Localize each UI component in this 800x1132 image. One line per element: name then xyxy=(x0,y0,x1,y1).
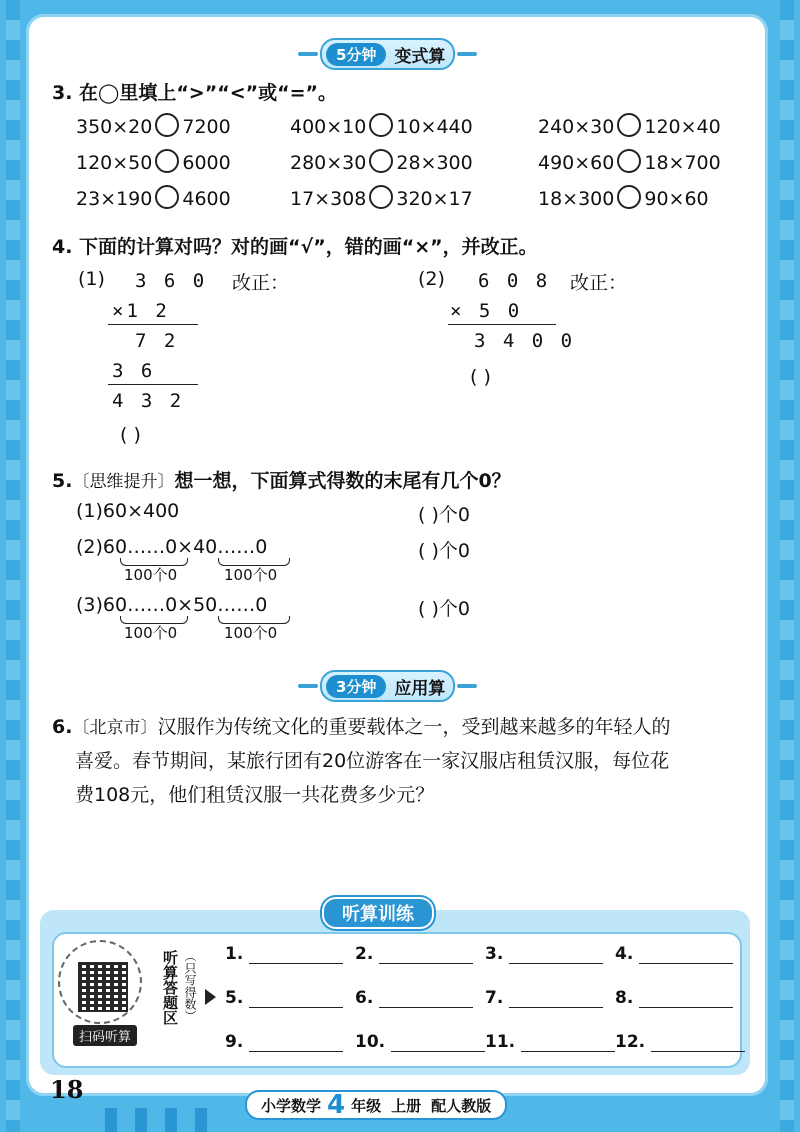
answer-circle[interactable] xyxy=(155,113,179,137)
q3-comparison xyxy=(76,185,231,210)
answer-slot-number: 3. xyxy=(485,944,504,964)
q6-tag: 〔北京市〕 xyxy=(72,718,158,738)
answer-slot-number: 1. xyxy=(225,944,244,964)
q3-comparison xyxy=(76,149,231,174)
q4-part1-partial1: 7 2 xyxy=(135,330,179,352)
q4-part1-multiplier: ×1 2 xyxy=(112,300,170,322)
footer-volume: 上册 xyxy=(391,1096,422,1115)
q3-right-expr: 28×300 xyxy=(396,152,473,174)
q3-comparison xyxy=(290,185,473,210)
q4-part2-line xyxy=(448,324,556,325)
arrow-right-icon xyxy=(205,989,216,1005)
answer-slot-number: 8. xyxy=(615,988,634,1008)
answer-slot xyxy=(355,1032,485,1052)
answer-slot xyxy=(615,1032,745,1052)
answer-blank[interactable] xyxy=(639,947,733,964)
answer-slot-number: 2. xyxy=(355,944,374,964)
q4-part1-product: 4 3 2 xyxy=(112,390,185,412)
q3-left-expr: 17×308 xyxy=(290,188,367,210)
q5-item2-sub1: 100个0 xyxy=(124,566,178,584)
q3-comparison xyxy=(538,149,721,174)
q3-right-expr: 10×440 xyxy=(396,116,473,138)
time-badge: 3分钟 xyxy=(326,675,386,698)
answer-blank[interactable] xyxy=(249,947,343,964)
q5-number: 5. xyxy=(52,470,73,492)
q3-left-expr: 240×30 xyxy=(538,116,615,138)
q3-right-expr: 6000 xyxy=(182,152,231,174)
q3-left-expr: 23×190 xyxy=(76,188,153,210)
q3-comparison xyxy=(290,149,473,174)
answer-slot xyxy=(355,988,473,1008)
q5-item2-expr: (2)60……0×40……0 xyxy=(76,536,268,558)
q3-comparison xyxy=(76,113,231,138)
footer-subject: 小学数学 xyxy=(261,1096,322,1115)
answer-slot-number: 4. xyxy=(615,944,634,964)
right-border-decoration xyxy=(780,0,794,1132)
q3-title: 3. 在◯里填上“>”“<”或“=”。 xyxy=(52,82,338,104)
answer-slot xyxy=(485,988,603,1008)
answer-blank[interactable] xyxy=(249,991,343,1008)
q5-title xyxy=(52,466,511,493)
answer-slot-number: 11. xyxy=(485,1032,516,1052)
answer-area-label: 听算答题区 xyxy=(161,950,179,1025)
q5-item1-answer: ( )个0 xyxy=(418,504,470,526)
q3-right-expr: 120×40 xyxy=(644,116,721,138)
q4-part2-product: 3 4 0 0 xyxy=(474,330,576,352)
q6-line2: 喜爱。春节期间，某旅行团有20位游客在一家汉服店租赁汉服，每位花 xyxy=(75,750,670,772)
answer-blank[interactable] xyxy=(509,947,603,964)
q3-left-expr: 120×50 xyxy=(76,152,153,174)
footer-grade: 4 xyxy=(327,1090,346,1120)
q3-left-expr: 18×300 xyxy=(538,188,615,210)
q4-part1-line2 xyxy=(108,384,198,385)
answer-slot-number: 9. xyxy=(225,1032,244,1052)
answer-blank[interactable] xyxy=(521,1035,615,1052)
q3-right-expr: 18×700 xyxy=(644,152,721,174)
q4-part2-fix-label: 改正： xyxy=(570,272,628,294)
q4-part1-line1 xyxy=(108,324,198,325)
q6-line1 xyxy=(52,712,670,739)
answer-slot-number: 5. xyxy=(225,988,244,1008)
q6-number: 6. xyxy=(52,716,73,738)
q5-item1-expr: (1)60×400 xyxy=(76,500,180,522)
answer-circle[interactable] xyxy=(155,149,179,173)
answer-circle[interactable] xyxy=(617,113,641,137)
answer-circle[interactable] xyxy=(369,149,393,173)
q4-part2-multiplicand: 6 0 8 xyxy=(478,270,551,292)
q4-part1-answer-paren: ( ) xyxy=(120,424,141,446)
q5-item3-sub2: 100个0 xyxy=(224,624,278,642)
q3-left-expr: 400×10 xyxy=(290,116,367,138)
footer-book-info xyxy=(245,1090,507,1120)
q3-comparison xyxy=(290,113,473,138)
answer-slot xyxy=(225,1032,343,1052)
answer-circle[interactable] xyxy=(617,185,641,209)
q3-right-expr: 4600 xyxy=(182,188,231,210)
q4-part2-multiplier: × 5 0 xyxy=(450,300,523,322)
answer-blank[interactable] xyxy=(379,991,473,1008)
answer-blank[interactable] xyxy=(639,991,733,1008)
q6-text-line1: 汉服作为传统文化的重要载体之一，受到越来越多的年轻人的 xyxy=(157,716,671,738)
q6-line3: 费108元，他们租赁汉服一共花费多少元？ xyxy=(75,784,435,806)
q3-left-expr: 280×30 xyxy=(290,152,367,174)
answer-slot-number: 12. xyxy=(615,1032,646,1052)
q3-left-expr: 350×20 xyxy=(76,116,153,138)
section-title: 应用算 xyxy=(394,678,446,699)
q5-item2-answer: ( )个0 xyxy=(418,540,470,562)
section-title: 变式算 xyxy=(394,46,446,67)
q4-part2-number: (2) xyxy=(418,268,445,290)
answer-slot xyxy=(355,944,473,964)
footer-grade-suffix: 年级 xyxy=(351,1096,382,1115)
q4-part1-fix-label: 改正： xyxy=(232,272,290,294)
q4-part1-number: (1) xyxy=(78,268,105,290)
qr-code-icon[interactable] xyxy=(78,962,128,1012)
section-header-variant xyxy=(320,38,455,70)
scan-label[interactable]: 扫码听算 xyxy=(73,1025,137,1046)
q3-right-expr: 7200 xyxy=(182,116,231,138)
answer-slot xyxy=(485,1032,615,1052)
q3-comparison xyxy=(538,113,721,138)
q4-title: 4. 下面的计算对吗？对的画“√”，错的画“×”，并改正。 xyxy=(52,236,538,258)
q5-item3-expr: (3)60……0×50……0 xyxy=(76,594,268,616)
answer-slot xyxy=(225,988,343,1008)
section-header-application xyxy=(320,670,455,702)
answer-slot-number: 6. xyxy=(355,988,374,1008)
left-border-decoration xyxy=(6,0,20,1132)
page-tabs-decoration xyxy=(105,1108,207,1132)
answer-slot-number: 7. xyxy=(485,988,504,1008)
q3-comparison xyxy=(538,185,709,210)
q5-item3-answer: ( )个0 xyxy=(418,598,470,620)
q5-tag: 〔思维提升〕 xyxy=(72,472,175,492)
answer-circle[interactable] xyxy=(369,185,393,209)
q3-right-expr: 320×17 xyxy=(396,188,473,210)
answer-slot xyxy=(225,944,343,964)
answer-circle[interactable] xyxy=(155,185,179,209)
footer-edition: 配人教版 xyxy=(431,1096,492,1115)
answer-circle[interactable] xyxy=(369,113,393,137)
listening-title: 听算训练 xyxy=(322,897,434,929)
answer-slot xyxy=(615,988,733,1008)
answer-slot xyxy=(615,944,733,964)
answer-circle[interactable] xyxy=(617,149,641,173)
answer-blank[interactable] xyxy=(379,947,473,964)
answer-slot xyxy=(485,944,603,964)
q3-right-expr: 90×60 xyxy=(644,188,709,210)
answer-blank[interactable] xyxy=(651,1035,745,1052)
q5-text: 想一想，下面算式得数的末尾有几个0？ xyxy=(174,470,511,492)
answer-blank[interactable] xyxy=(249,1035,343,1052)
q4-part1-multiplicand: 3 6 0 xyxy=(135,270,208,292)
answer-blank[interactable] xyxy=(391,1035,485,1052)
q5-item3-sub1: 100个0 xyxy=(124,624,178,642)
time-badge: 5分钟 xyxy=(326,43,386,66)
q4-part1-partial2: 3 6 xyxy=(112,360,156,382)
q3-left-expr: 490×60 xyxy=(538,152,615,174)
q5-item2-sub2: 100个0 xyxy=(224,566,278,584)
answer-blank[interactable] xyxy=(509,991,603,1008)
answer-area-note: （只写得数） xyxy=(183,950,197,1022)
q4-part2-answer-paren: ( ) xyxy=(470,366,491,388)
answer-slot-number: 10. xyxy=(355,1032,386,1052)
page-number: 18 xyxy=(50,1075,84,1104)
